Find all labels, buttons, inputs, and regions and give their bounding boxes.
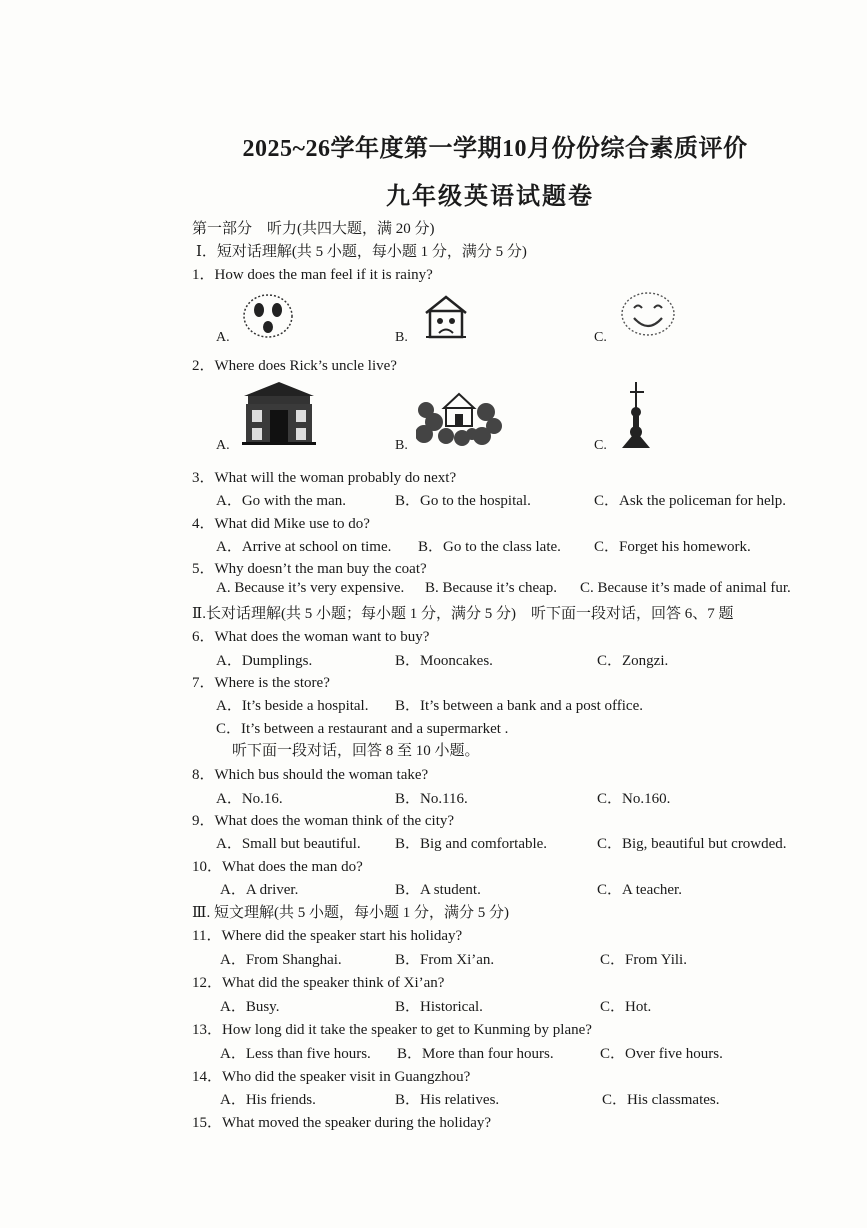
q4-option-b: B．Go to the class late. [418,539,561,555]
question-15: 15．What moved the speaker during the holiday? [192,1115,492,1131]
question-8: 8．Which bus should the woman take? [192,767,429,783]
question-1: 1．How does the man feel if it is rainy? [192,267,433,283]
section1-heading: Ⅰ．短对话理解(共 5 小题，每小题 1 分，满分 5 分) [196,244,527,260]
q9-option-a: A．Small but beautiful. [216,836,361,852]
q12-option-a: A．Busy. [220,999,280,1015]
q11-option-b: B．From Xi’an. [395,952,495,968]
question-9: 9．What does the woman think of the city? [192,813,455,829]
question-14: 14．Who did the speaker visit in Guangzhou? [192,1069,471,1085]
q8-option-c: C．No.160. [597,791,671,807]
section2-heading: Ⅱ.长对话理解(共 5 小题；每小题 1 分，满分 5 分) 听下面一段对话，回答 6、7 题 [192,606,734,622]
q14-option-c: C．His classmates. [602,1092,720,1108]
q3-option-c: C．Ask the policeman for help. [594,493,787,509]
q9-option-c: C．Big, beautiful but crowded. [597,836,787,852]
q13-option-c: C．Over five hours. [600,1046,723,1062]
question-4: 4．What did Mike use to do? [192,516,370,532]
village-house-icon [416,388,502,448]
tv-tower-icon [616,380,656,452]
q8-option-b: B．No.116. [395,791,468,807]
q14-option-b: B．His relatives. [395,1092,500,1108]
q8-option-a: A．No.16. [216,791,283,807]
question-11: 11．Where did the speaker start his holiday? [192,928,463,944]
library-building-icon [240,380,318,446]
q14-option-a: A．His friends. [220,1092,316,1108]
q6-option-c: C．Zongzi. [597,653,669,669]
q1-option-b-label: B. [395,330,408,345]
sad-face-icon [420,293,472,341]
q2-option-c-label: C. [594,438,607,453]
q12-option-b: B．Historical. [395,999,483,1015]
scared-face-icon [240,292,296,340]
q12-option-c: C．Hot. [600,999,652,1015]
q10-option-b: B．A student. [395,882,481,898]
question-7: 7．Where is the store? [192,675,330,691]
question-12: 12．What did the speaker think of Xi’an? [192,975,445,991]
q10-option-c: C．A teacher. [597,882,682,898]
section2-sub-heading: 听下面一段对话，回答 8 至 10 小题。 [232,743,480,759]
smiling-face-icon [618,290,678,338]
section3-heading: Ⅲ. 短文理解(共 5 小题，每小题 1 分，满分 5 分) [192,905,509,921]
q2-option-a-label: A. [216,438,230,453]
question-3: 3．What will the woman probably do next? [192,470,457,486]
q7-option-b: B．It’s between a bank and a post office. [395,698,643,714]
q3-option-a: A．Go with the man. [216,493,346,509]
q10-option-a: A．A driver. [220,882,299,898]
q5-option-b: B. Because it’s cheap. [425,580,558,596]
question-2: 2．Where does Rick’s uncle live? [192,358,397,374]
q13-option-a: A．Less than five hours. [220,1046,371,1062]
exam-subtitle: 九年级英语试题卷 [386,184,594,210]
q4-option-a: A．Arrive at school on time. [216,539,392,555]
q7-option-a: A．It’s beside a hospital. [216,698,369,714]
question-13: 13．How long did it take the speaker to get to Kunming by plane? [192,1022,592,1038]
q13-option-b: B．More than four hours. [397,1046,554,1062]
q6-option-a: A．Dumplings. [216,653,313,669]
q2-option-b-label: B. [395,438,408,453]
q1-option-a-label: A. [216,330,230,345]
question-10: 10．What does the man do? [192,859,363,875]
q7-option-c: C．It’s between a restaurant and a supermarket . [216,721,509,737]
part1-heading: 第一部分 听力(共四大题，满 20 分) [192,221,435,237]
q5-option-c: C. Because it’s made of animal fur. [580,580,791,596]
exam-title: 2025~26学年度第一学期10月份份综合素质评价 [242,136,748,162]
q3-option-b: B．Go to the hospital. [395,493,531,509]
q1-option-c-label: C. [594,330,607,345]
q11-option-a: A．From Shanghai. [220,952,342,968]
q9-option-b: B．Big and comfortable. [395,836,548,852]
q11-option-c: C．From Yili. [600,952,687,968]
q6-option-b: B．Mooncakes. [395,653,493,669]
question-5: 5．Why doesn’t the man buy the coat? [192,561,427,577]
q4-option-c: C．Forget his homework. [594,539,751,555]
q5-option-a: A. Because it’s very expensive. [216,580,405,596]
question-6: 6．What does the woman want to buy? [192,629,430,645]
